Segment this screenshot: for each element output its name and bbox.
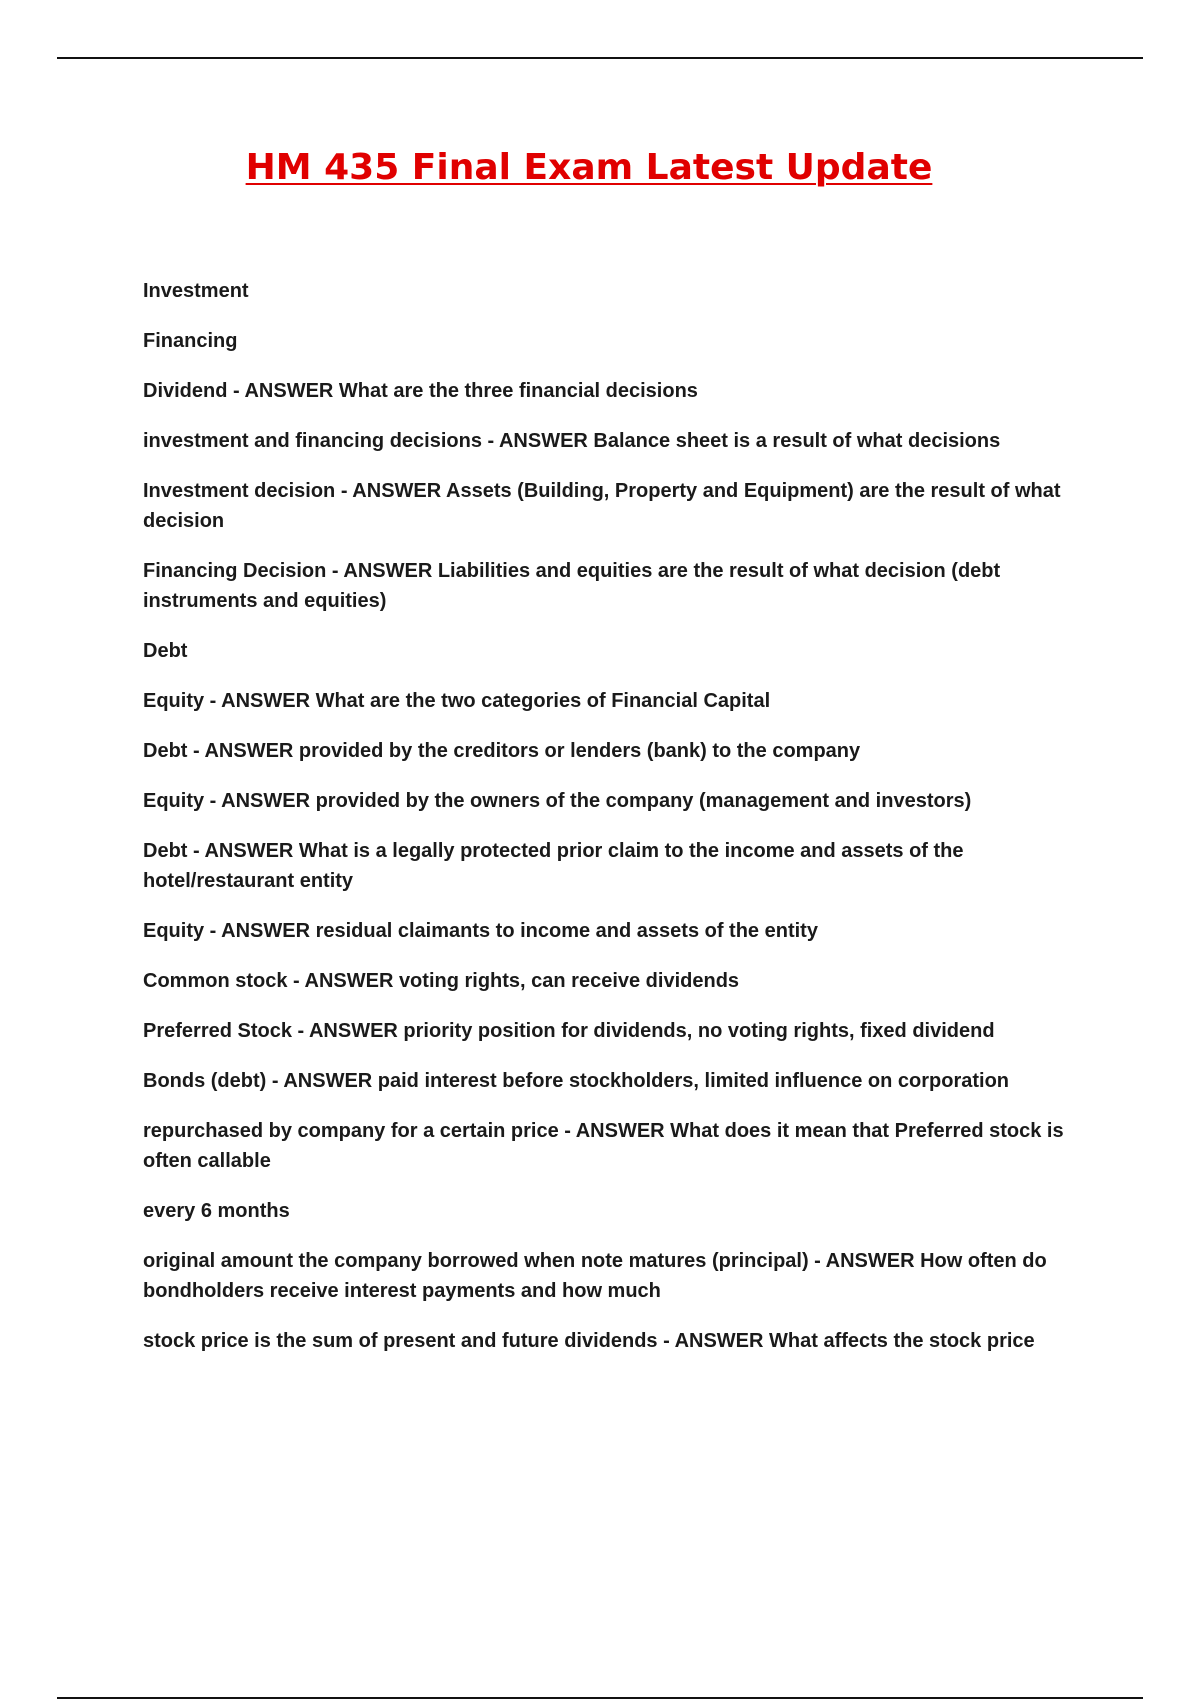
- entry-debt-prior-claim: Debt - ANSWER What is a legally protected prior claim to the income and assets of the hotel/restaurant entity: [143, 840, 964, 892]
- bottom-rule: [57, 1697, 1143, 1699]
- entry-financial-capital: Equity - ANSWER What are the two categories of Financial Capital: [143, 690, 771, 712]
- entry-financing-decision: Financing Decision - ANSWER Liabilities and equities are the result of what decision (debt instruments and equities): [143, 560, 1001, 612]
- entry-stock-price: stock price is the sum of present and future dividends - ANSWER What affects the stock price: [143, 1330, 1035, 1352]
- title-block: [0, 146, 1200, 190]
- entry-equity-provided: Equity - ANSWER provided by the owners of the company (management and investors): [143, 790, 972, 812]
- top-rule: [57, 57, 1143, 59]
- entry-equity-residual: Equity - ANSWER residual claimants to income and assets of the entity: [143, 920, 818, 942]
- entry-dividend: Dividend - ANSWER What are the three financial decisions: [143, 380, 698, 402]
- qa-list: [143, 276, 1093, 1376]
- entry-preferred-stock: Preferred Stock - ANSWER priority position for dividends, no voting rights, fixed dividend: [143, 1020, 995, 1042]
- entry-bonds: Bonds (debt) - ANSWER paid interest before stockholders, limited influence on corporation: [143, 1070, 1009, 1092]
- page-title: HM 435 Final Exam Latest Update: [245, 147, 933, 188]
- entry-investment-decision: Investment decision - ANSWER Assets (Building, Property and Equipment) are the result of what decision: [143, 480, 1061, 532]
- entry-financing: Financing: [143, 330, 238, 352]
- entry-common-stock: Common stock - ANSWER voting rights, can receive dividends: [143, 970, 740, 992]
- entry-six-months: every 6 months: [143, 1200, 290, 1222]
- entry-bondholder-interest: original amount the company borrowed when note matures (principal) - ANSWER How often do bondholders receive interest payments and how much: [143, 1250, 1047, 1302]
- entry-debt-provided: Debt - ANSWER provided by the creditors or lenders (bank) to the company: [143, 740, 861, 762]
- entry-callable: repurchased by company for a certain price - ANSWER What does it mean that Preferred stock is often callable: [143, 1120, 1064, 1172]
- entry-balance-sheet: investment and financing decisions - ANSWER Balance sheet is a result of what decisions: [143, 430, 1001, 452]
- entry-investment: Investment: [143, 280, 249, 302]
- entry-debt: Debt: [143, 640, 188, 662]
